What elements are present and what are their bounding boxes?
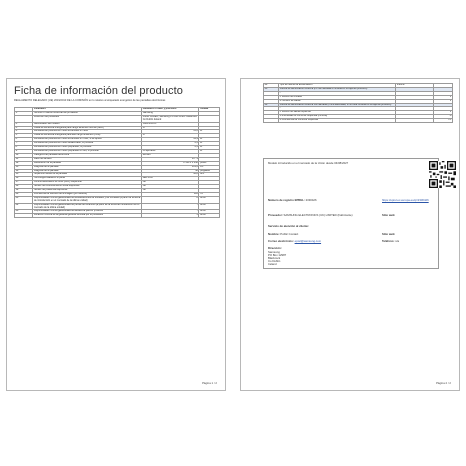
page-footer: Página 1 / 2 (202, 381, 217, 385)
row-unit: cm (199, 165, 220, 169)
correo-label: Correo electrónico: (268, 239, 294, 243)
row-unit: W (199, 142, 220, 146)
row-parameter: Disponibilidad mínima garantizada de actualizaciones de software y de firmware (a partir de la fecha de introducción en el mercado de la última unidad) (34, 196, 141, 202)
table-row (15, 214, 220, 218)
qr-code-icon (429, 161, 456, 188)
header-parametro: Parámetro (33, 108, 142, 112)
row-unit: Años (199, 210, 220, 214)
proveedor-label: Proveedor: (268, 213, 283, 217)
direccion-label: Dirección: (268, 246, 282, 250)
row-unit (199, 115, 220, 122)
telefono-label: Teléfono: (382, 239, 395, 243)
row-parameter: Diagonal de la pantalla (33, 169, 142, 173)
row-number: 18. (15, 185, 33, 189)
direccion-address (268, 251, 286, 267)
row-number: 6. (15, 138, 33, 142)
row-value: 46,8 (142, 173, 199, 177)
row-number: 12. (15, 161, 33, 165)
row-parameter: Fuente de alimentación externa normalizada (o una adecuada, si no está incluida en la caja del producto) (279, 103, 396, 107)
nombre-label: Nombre: (268, 232, 280, 236)
row-parameter: iv Frecuencia de corriente requerida (279, 119, 396, 123)
row-number: 7. (15, 142, 33, 146)
row-parameter: Control automático de brillo (ABC) disponible (33, 181, 142, 185)
eprel-url-link[interactable]: https://eprel.ec.europa.eu/qr/2330426 (382, 198, 429, 202)
row-number (15, 214, 33, 218)
row-parameter: Disponibilidad mínima garantizada de asistencia para el producto (33, 210, 142, 214)
row-parameter: Sensor de presencia disponible (33, 189, 142, 193)
row-value: 8 (142, 196, 199, 203)
row-number: 10. (15, 153, 33, 157)
row-parameter: Identificador del modelo (33, 122, 142, 126)
row-number: 9. (15, 149, 33, 153)
row-number: 16. (15, 177, 33, 181)
row-parameter: Categoría de pantalla electrónica (33, 153, 142, 157)
row-parameter: Tipo de fuente de alimentación (279, 84, 396, 88)
row-parameter: Disponibilidad mínima garantizada de piezas de recambio (a partir de la fecha de introducción en el mercado de la última unidad) (33, 203, 142, 210)
intro-date: Modelo introducido en el mercado de la Unión desde 04/08/2027 (268, 161, 349, 165)
table-row (15, 203, 220, 210)
row-parameter: Clase de eficiencia energética para rango dinámico normal (SDR) (33, 126, 142, 130)
telefono-value: n/a (395, 239, 400, 243)
row-unit: V (434, 99, 453, 103)
regulation-text: REGLAMENTO DELEGADO (UE) 2019/2013 DE LA COMISIÓN en lo relativo al etiquetado energético de las pantallas electrónicas (14, 99, 166, 102)
nombre-value: Public Contact (280, 232, 299, 236)
row-parameter: Resolución de la pantalla (33, 161, 142, 165)
row-unit: píxels (199, 161, 220, 165)
row-number: 19. (15, 189, 33, 193)
row-number: 22. (15, 203, 33, 210)
row-parameter: Clase de eficiencia energética para alto rango dinámico (HDR) (33, 134, 142, 138)
row-unit: V (434, 95, 453, 99)
row-unit: Años (199, 203, 220, 210)
row-value: Interna (396, 84, 434, 88)
sitio-web-label: Sitio web: (382, 213, 396, 217)
row-parameter: Demanda de potencia en modo desactivado, si procede (33, 142, 142, 146)
row-number: 5. (15, 134, 33, 138)
row-value: 7 (142, 203, 199, 210)
row-parameter: Sensor de reconocimiento vocal disponible (33, 185, 142, 189)
row-number: 20. (15, 192, 33, 196)
row-value: 0,3 (142, 146, 199, 150)
document-page-1 (6, 78, 226, 391)
row-unit: W (199, 149, 220, 153)
row-parameter: Demanda de potencia en modo preparado en red, si procede (33, 149, 142, 153)
row-parameter: Demanda de potencia en modo encendido en SDR (33, 130, 142, 134)
address-line: Blackrock (268, 255, 281, 260)
row-value: 40 (142, 169, 199, 173)
row-parameter: iii Tensión de salida (279, 99, 396, 103)
row-number: 13. (15, 165, 33, 169)
row-parameter: i (279, 107, 396, 111)
row-value: 2 560 x 1 440 (142, 161, 199, 165)
row-parameter: i (279, 91, 396, 95)
document-page-2 (240, 78, 460, 391)
row-number: 14. (15, 169, 33, 173)
row-parameter: Frecuencia de refresco de la imagen (por defecto) (33, 192, 142, 196)
row-number (15, 115, 33, 122)
row-number: 25. (264, 87, 279, 91)
product-info-table (14, 107, 220, 218)
row-number: 3. (15, 126, 33, 130)
row-number: 4. (15, 130, 33, 134)
eprel-info-box (263, 158, 439, 269)
row-parameter: Duración mínima de la garantía general ofrecida por el proveedor (33, 214, 142, 218)
row-parameter: Nombre o marca comercial del proveedor (33, 111, 142, 115)
row-parameter: Demanda de potencia en modo preparado, si procede (33, 146, 142, 150)
row-number: 21. (15, 196, 33, 203)
row-parameter: iii Intensidad de corriente requerida (mínima) (279, 115, 396, 119)
row-parameter: ii Tensión de salida requerida (279, 111, 396, 115)
page-title: Ficha de información del producto (14, 85, 184, 97)
table-row (264, 119, 453, 123)
page-footer: Página 2 / 2 (436, 381, 451, 385)
row-unit: W (199, 146, 220, 150)
row-value (396, 119, 434, 123)
row-parameter: Demanda de potencia en modo encendido en HDR, si se aplica (33, 138, 142, 142)
row-unit: W (199, 138, 220, 142)
row-number (264, 119, 279, 123)
row-unit: W (199, 130, 220, 134)
row-unit: Años (199, 196, 220, 203)
row-number: 24. (264, 84, 279, 88)
row-value: 3 (142, 214, 199, 218)
row-value: Samsung (142, 111, 199, 115)
row-parameter: Fuente de alimentación externa (no normalizada e incluida en la caja del producto) (279, 87, 396, 91)
row-number: 17. (15, 181, 33, 185)
row-number: 1. (15, 111, 33, 115)
row-value: 0,3 (142, 142, 199, 146)
row-number: 26. (264, 103, 279, 107)
row-value: 120 (142, 192, 199, 196)
row-value: no aplicable (142, 149, 199, 153)
power-supply-table (263, 83, 453, 123)
row-value: No (142, 189, 199, 193)
email-link[interactable]: eprel@samsung.com (294, 239, 322, 243)
row-unit: Años (199, 214, 220, 218)
row-unit: dm² (199, 173, 220, 177)
header-unidad: Unidad (199, 108, 220, 112)
row-value: G (142, 134, 199, 138)
row-value: Monitor (142, 153, 199, 157)
row-number: 11. (15, 157, 33, 161)
row-unit: pulgadas (199, 169, 220, 173)
row-parameter: ii Tensión de entrada (279, 95, 396, 99)
row-number: 2. (15, 122, 33, 126)
address-line: Ireland (268, 262, 277, 267)
sitio-web-label-2: Sitio web: (382, 232, 396, 236)
row-value: No (142, 185, 199, 189)
row-value: G (142, 126, 199, 130)
row-unit: Hz (434, 119, 453, 123)
row-parameter: Tecnología usada en el panel (33, 177, 142, 181)
row-unit: A (434, 115, 453, 119)
address-line: PO Box 12987 (268, 252, 287, 257)
registro-label: Número de registro EPREL: (268, 198, 305, 202)
registro-value: 2330426 (305, 198, 317, 202)
row-value: 7 (142, 210, 199, 214)
table-row (15, 196, 220, 203)
proveedor-value: SAMSUNG ELECTRONICS (UK) LIMITED (Fabricante) (283, 213, 353, 217)
row-unit: V (434, 111, 453, 115)
row-parameter: Dirección del proveedor (33, 115, 142, 122)
header-valor: Parámetro o valor y precisión (142, 108, 199, 112)
row-unit: Hz (199, 192, 220, 196)
row-value: 16 : 9 (142, 157, 199, 161)
row-parameter: Superficie visible de la pantalla (33, 173, 142, 177)
address-line: Co Dublin (268, 259, 281, 264)
row-number: 8. (15, 146, 33, 150)
row-value: S40FS5UXU (142, 122, 199, 126)
row-value: No (142, 181, 199, 185)
row-value: LED LCD (142, 177, 199, 181)
row-number: 15. (15, 173, 33, 177)
row-parameter: Diagonal de la pantalla (33, 165, 142, 169)
table-row (15, 115, 220, 122)
servicio-label: Servicio de atención al cliente: (268, 224, 309, 228)
row-value: 35,2 (142, 130, 199, 134)
row-value: Public Contact, Samsung PO Box 12987 Blackrock Co Dublin Ireland (142, 115, 199, 122)
row-number: 23. (15, 210, 33, 214)
row-parameter: Ratio de tamaño (33, 157, 142, 161)
address-line: Samsung (268, 249, 280, 254)
row-value: 32,9 (142, 138, 199, 142)
row-value: 101,6 (142, 165, 199, 169)
